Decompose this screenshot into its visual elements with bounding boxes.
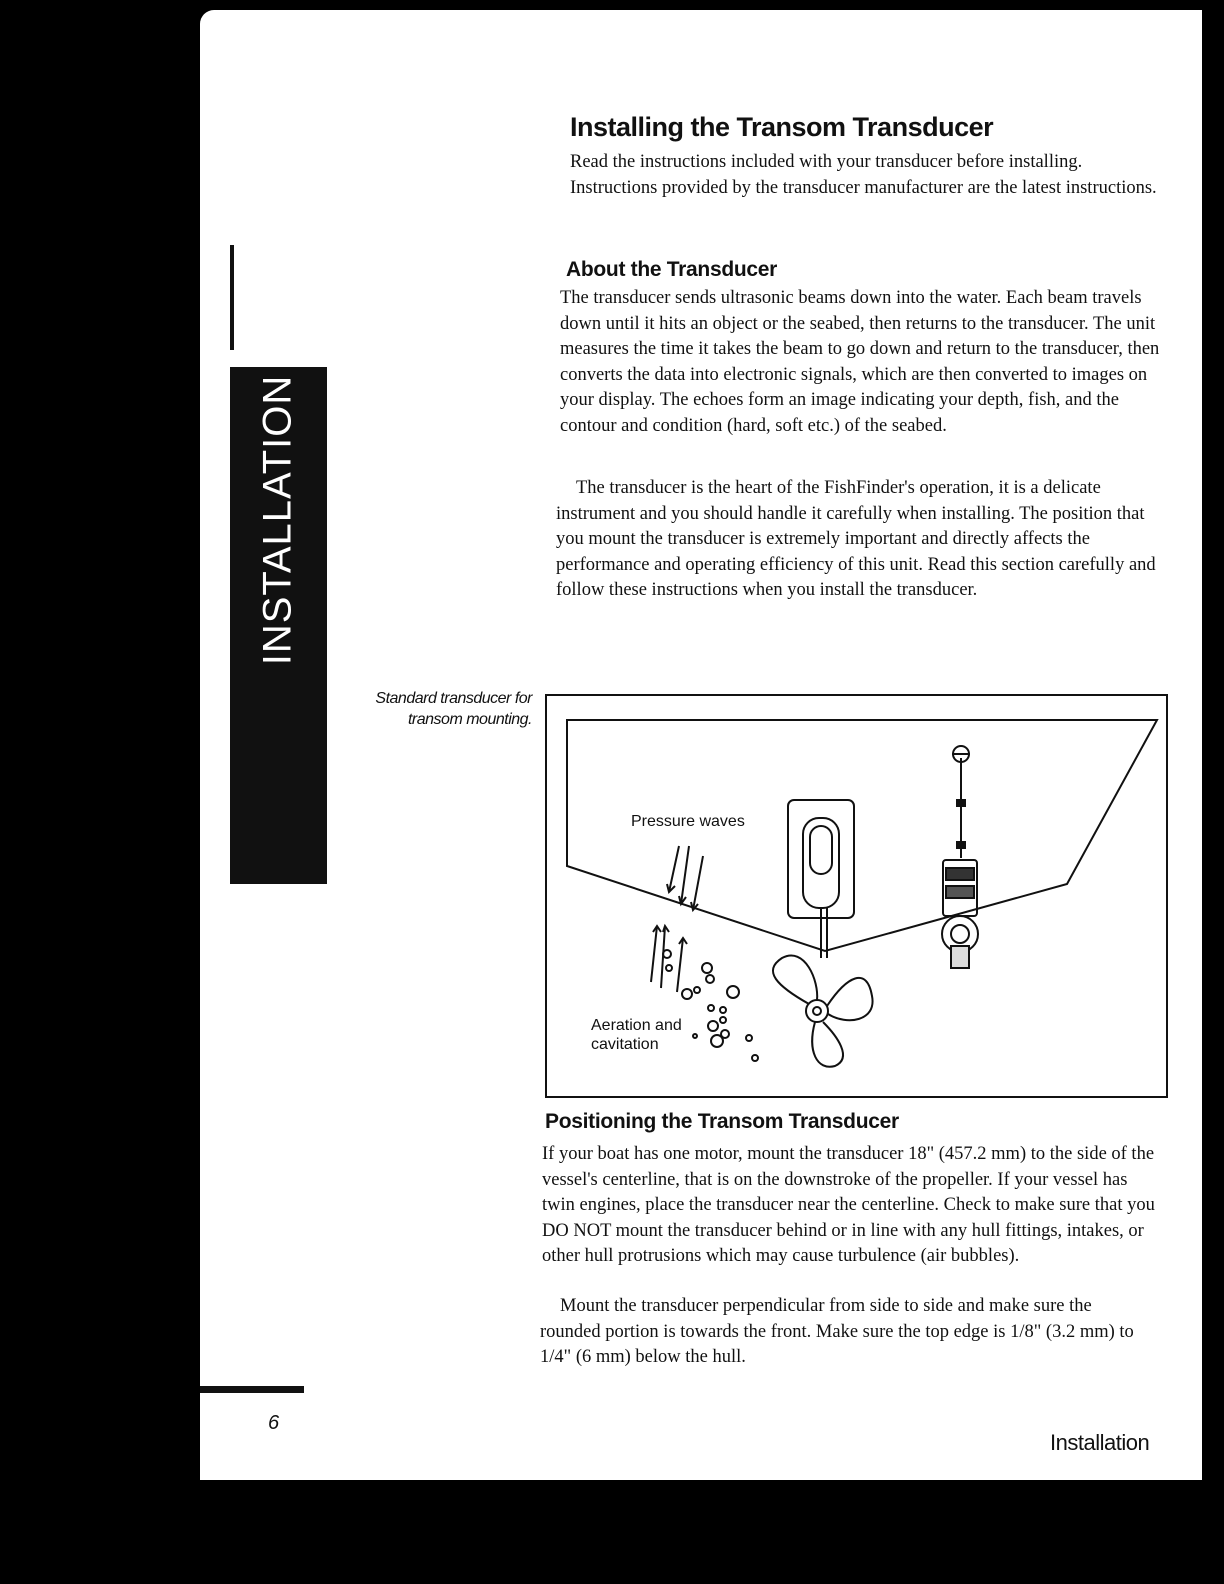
positioning-paragraph-1: If your boat has one motor, mount the transducer 18" (457.2 mm) to the side of the vessel's centerline, that is on the downstroke of the propeller. If your vessel has twin engines, place the transducer near the centerline. Check to make sure that you DO NOT mount the transducer behind or in line with any hull fittings, intakes, or other hull protrusions which may cause turbulence (air bubbles). (542, 1144, 1155, 1266)
about-paragraph-1: The transducer sends ultrasonic beams down into the water. Each beam travels down until it hits an object or the seabed, then returns to the transducer. The unit measures the time it takes the beam to go down and return to the transducer, then converts the data into electronic signals, which are then converted to images on your display. The echoes form an image indicating your depth, fish, and the contour and condition (hard, soft etc.) of the seabed. (560, 288, 1160, 436)
propeller-blade (773, 956, 817, 1004)
aeration-label-line2: cavitation (591, 1036, 659, 1053)
transducer-diagram (545, 694, 1168, 1098)
section-tab-label: INSTALLATION (255, 374, 300, 666)
about-paragraph-2: The transducer is the heart of the FishFinder's operation, it is a delicate instrument and you should handle it carefully when installing. The position that you mount the transducer is extremely important and directly affects the performance and operating efficiency of this unit. Read this section carefully and follow these instructions when you install the transducer. (556, 478, 1156, 600)
hull-outline (567, 720, 1157, 951)
page-number: 6 (268, 1412, 280, 1434)
propeller-blade (827, 978, 873, 1020)
figure-caption: Standard transducer for transom mounting. (375, 690, 532, 728)
margin-rule (230, 245, 234, 350)
about-heading: About the Transducer (566, 258, 778, 281)
pressure-waves-label: Pressure waves (631, 813, 745, 830)
propeller-blade (812, 1022, 843, 1067)
intro-paragraph: Read the instructions included with your transducer before installing. Instructions provided by the transducer manufacturer are the latest instructions. (570, 152, 1157, 198)
aeration-label-line1: Aeration and (591, 1017, 682, 1034)
positioning-paragraph-2: Mount the transducer perpendicular from side to side and make sure the rounded portion is towards the front. Make sure the top edge is 1/8" (3.2 mm) to 1/4" (6 mm) below the hull. (540, 1296, 1134, 1367)
footer-section-name: Installation (1050, 1430, 1150, 1455)
footer-rule (200, 1386, 304, 1393)
positioning-heading: Positioning the Transom Transducer (545, 1110, 899, 1133)
motor-leg (803, 818, 839, 908)
page-title: Installing the Transom Transducer (570, 112, 994, 142)
